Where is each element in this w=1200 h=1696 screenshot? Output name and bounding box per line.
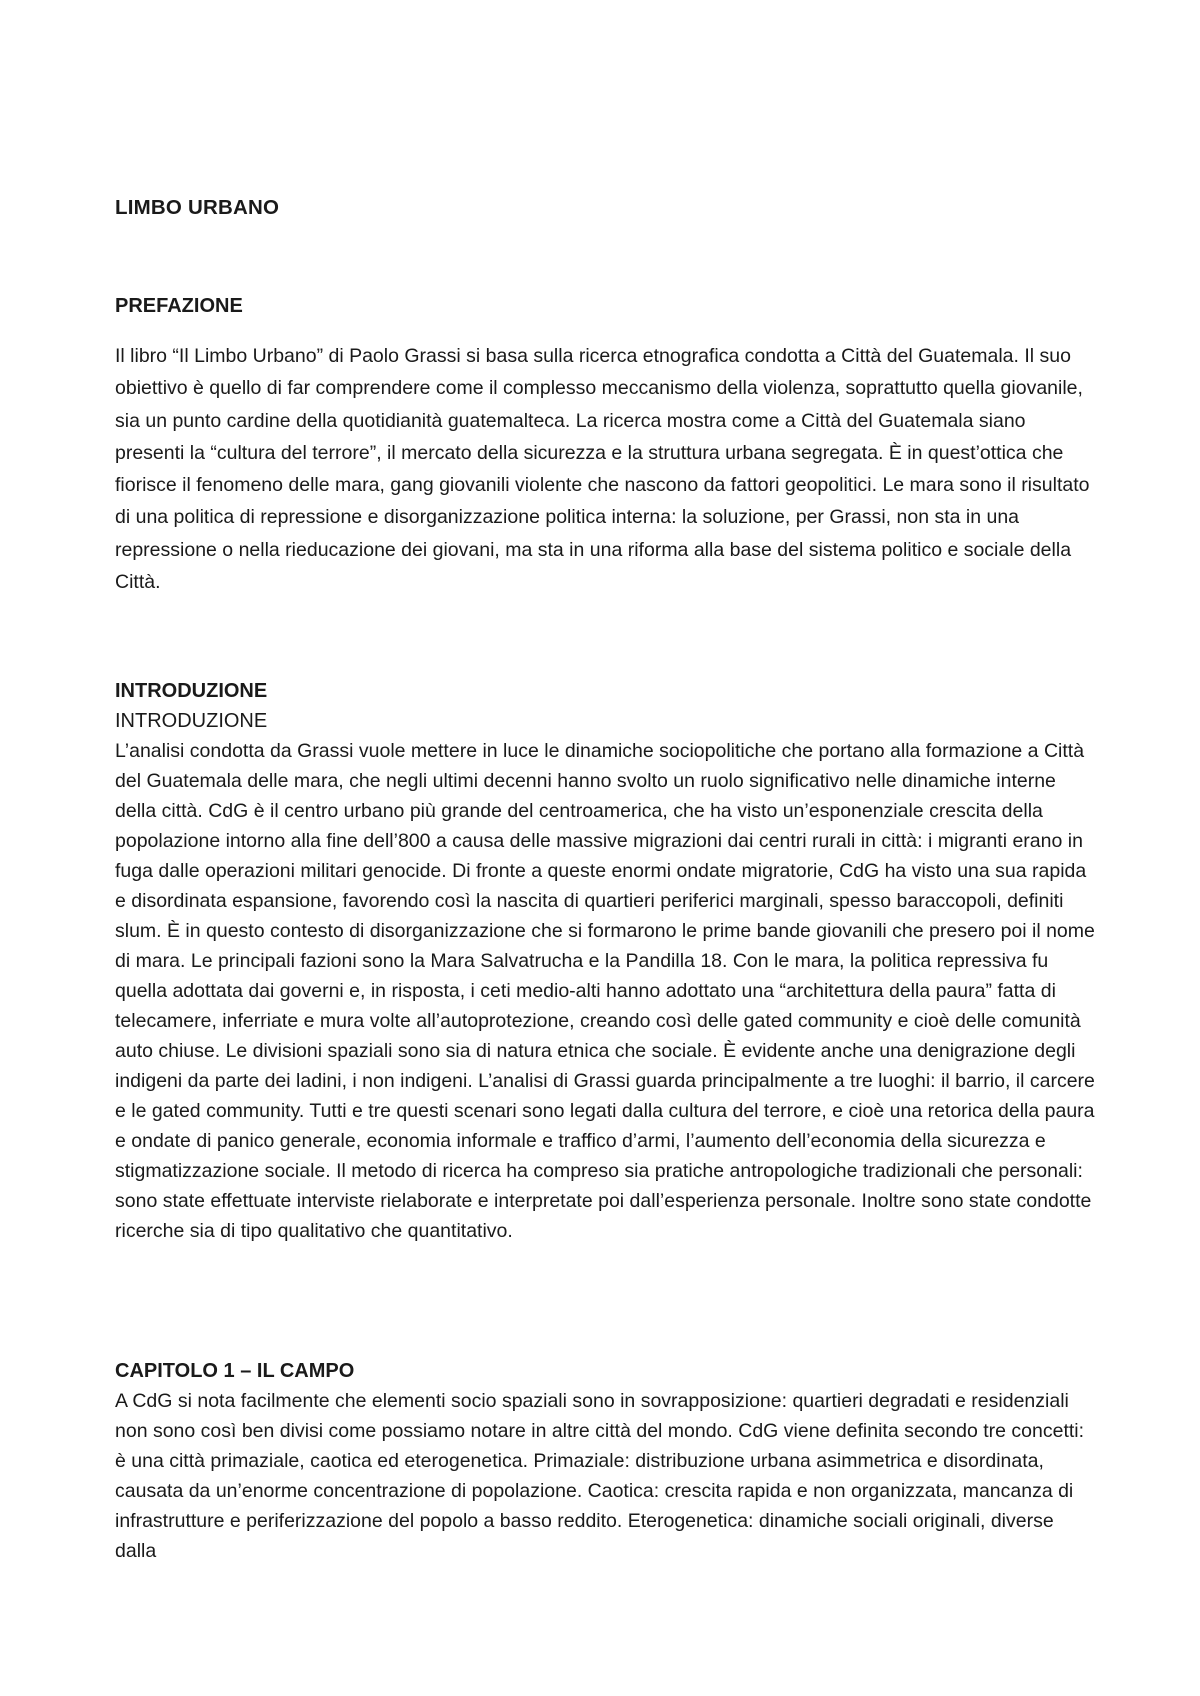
document-page (115, 0, 1095, 1696)
section-heading-capitolo-1: CAPITOLO 1 – IL CAMPO (115, 1360, 355, 1382)
section-heading-prefazione: PREFAZIONE (115, 295, 243, 317)
document-title: LIMBO URBANO (115, 196, 280, 219)
section-introduzione (115, 676, 1095, 1246)
section-heading-introduzione: INTRODUZIONE (115, 680, 268, 702)
section-subheading-introduzione: INTRODUZIONE (115, 710, 268, 732)
section-body-prefazione: Il libro “Il Limbo Urbano” di Paolo Grassi si basa sulla ricerca etnografica condotta a Città del Guatemala. Il suo obiettivo è quello di far comprendere come il complesso meccanismo della violenza, soprattutto quella giovanile, sia un punto cardine della quotidianità guatemalteca. La ricerca mostra come a Città del Guatemala siano presenti la “cultura del terrore”, il mercato della sicurezza e la struttura urbana segregata. È in quest’ottica che fiorisce il fenomeno delle mara, gang giovanili violente che nascono da fattori geopolitici. Le mara sono il risultato di una politica di repressione e disorganizzazione politica interna: la soluzione, per Grassi, non sta in una repressione o nella rieducazione dei giovani, ma sta in una riforma alla base del sistema politico e sociale della Città. (115, 345, 1090, 594)
section-body-introduzione: L’analisi condotta da Grassi vuole mettere in luce le dinamiche sociopolitiche che portano alla formazione a Città del Guatemala delle mara, che negli ultimi decenni hanno svolto un ruolo significativo nelle dinamiche interne della città. CdG è il centro urbano più grande del centroamerica, che ha visto un’esponenziale crescita della popolazione intorno alla fine dell’800 a causa delle massive migrazioni dai centri rurali in città: i migranti erano in fuga dalle operazioni militari genocide. Di fronte a queste enormi ondate migratorie, CdG ha visto una sua rapida e disordinata espansione, favorendo così la nascita di quartieri periferici marginali, spesso baraccopoli, definiti slum. È in questo contesto di disorganizzazione che si formarono le prime bande giovanili che presero poi il nome di mara. Le principali fazioni sono la Mara Salvatrucha e la Pandilla 18. Con le mara, la politica repressiva fu quella adottata dai governi e, in risposta, i ceti medio-alti hanno adottato una “architettura della paura” fatta di telecamere, inferriate e mura volte all’autoprotezione, creando così delle gated community e cioè delle comunità auto chiuse. Le divisioni spaziali sono sia di natura etnica che sociale. È evidente anche una denigrazione degli indigeni da parte dei ladini, i non indigeni. L’analisi di Grassi guarda principalmente a tre luoghi: il barrio, il carcere e le gated community. Tutti e tre questi scenari sono legati dalla cultura del terrore, e cioè una retorica della paura e ondate di panico generale, economia informale e traffico d’armi, l’aumento dell’economia della sicurezza e stigmatizzazione sociale. Il metodo di ricerca ha compreso sia pratiche antropologiche tradizionali che personali: sono state effettuate interviste rielaborate e interpretate poi dall’esperienza personale. Inoltre sono state condotte ricerche sia di tipo qualitativo che quantitativo. (115, 740, 1095, 1242)
section-capitolo-1 (115, 1356, 1095, 1566)
section-body-capitolo-1: A CdG si nota facilmente che elementi socio spaziali sono in sovrapposizione: quartieri degradati e residenziali non sono così ben divisi come possiamo notare in altre città del mondo. CdG viene definita secondo tre concetti: è una città primaziale, caotica ed eterogenetica. Primaziale: distribuzione urbana asimmetrica e disordinata, causata da un’enorme concentrazione di popolazione. Caotica: crescita rapida e non organizzata, mancanza di infrastrutture e periferizzazione del popolo a basso reddito. Eterogenetica: dinamiche sociali originali, diverse dalla (115, 1390, 1085, 1562)
